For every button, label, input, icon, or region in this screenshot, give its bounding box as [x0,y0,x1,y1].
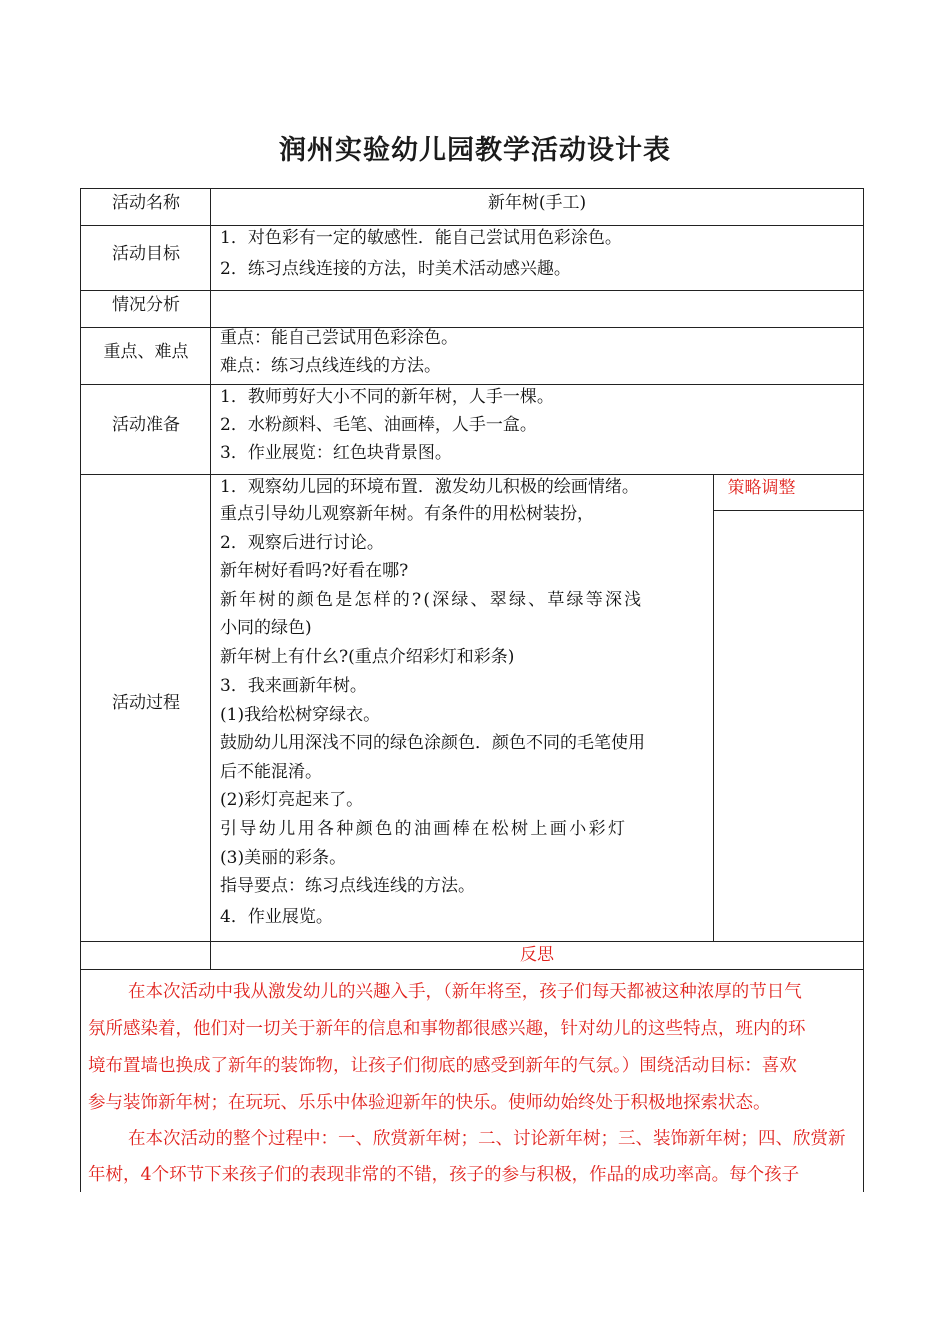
prep-line: 1．教师剪好大小不同的新年树，人手一棵。 [220,387,554,407]
process-line: 小同的绿色) [220,618,312,638]
strategy-adjust-label: 策略调整 [727,478,796,498]
goal-line: 1．对色彩有一定的敏感性．能自己尝试用色彩涂色。 [220,228,622,248]
process-line: 3．我来画新年树。 [220,676,367,696]
process-line: 指导要点：练习点线连线的方法。 [220,876,475,896]
process-line: 新年树上有什幺?(重点介绍彩灯和彩条) [220,647,515,667]
process-line: 2．观察后进行讨论。 [220,533,384,553]
process-line: 4．作业展览。 [220,907,333,927]
reflection-heading: 反思 [520,945,554,965]
goal-line: 2．练习点线连接的方法，时美术活动感兴趣。 [220,259,571,279]
process-line: 新年树的颜色是怎样的?(深绿、翠绿、草绿等深浅 [220,590,644,610]
key-point-line: 难点：练习点线连线的方法。 [220,356,441,376]
label-activity-prep: 活动准备 [112,415,180,435]
process-line: 重点引导幼儿观察新年树。有条件的用松树装扮， [220,504,594,524]
process-line: (1)我给松树穿绿衣。 [220,705,381,725]
label-activity-goals: 活动目标 [112,244,180,264]
label-activity-name: 活动名称 [112,193,180,213]
reflection-line: 在本次活动的整个过程中：一、欣赏新年树；二、讨论新年树；三、装饰新年树；四、欣赏新 [128,1129,846,1149]
process-line: 鼓励幼儿用深浅不同的绿色涂颜色．颜色不同的毛笔使用 [220,733,645,753]
key-point-line: 重点：能自己尝试用色彩涂色。 [220,328,458,348]
process-line: 1．观察幼儿园的环境布置．激发幼儿积极的绘画情绪。 [220,477,639,497]
activity-name-value: 新年树(手工) [487,193,587,213]
label-key-points: 重点、难点 [103,342,189,362]
process-line: (2)彩灯亮起来了。 [220,790,364,810]
process-line: 引导幼儿用各种颜色的油画棒在松树上画小彩灯 [220,819,628,839]
reflection-line: 年树，4个环节下来孩子们的表现非常的不错，孩子的参与积极，作品的成功率高。每个孩子 [88,1165,800,1185]
process-line: 后不能混淆。 [220,762,322,782]
document-title: 润州实验幼儿园教学活动设计表 [279,135,671,166]
label-situation-analysis: 情况分析 [112,295,180,315]
prep-line: 2．水粉颜料、毛笔、油画棒，人手一盒。 [220,415,537,435]
reflection-line: 在本次活动中我从激发幼儿的兴趣入手，（新年将至，孩子们每天都被这种浓厚的节日气 [128,982,802,1002]
process-line: 新年树好看吗?好看在哪? [220,561,409,581]
reflection-line: 参与装饰新年树；在玩玩、乐乐中体验迎新年的快乐。使师幼始终处于积极地探索状态。 [88,1093,771,1113]
reflection-line: 境布置墙也换成了新年的装饰物，让孩子们彻底的感受到新年的气氛。）围绕活动目标：喜欢 [88,1056,797,1076]
label-activity-process: 活动过程 [112,693,180,713]
reflection-line: 氛所感染着，他们对一切关于新年的信息和事物都很感兴趣，针对幼儿的这些特点，班内的环 [88,1019,806,1039]
prep-line: 3．作业展览：红色块背景图。 [220,443,452,463]
process-line: (3)美丽的彩条。 [220,848,347,868]
